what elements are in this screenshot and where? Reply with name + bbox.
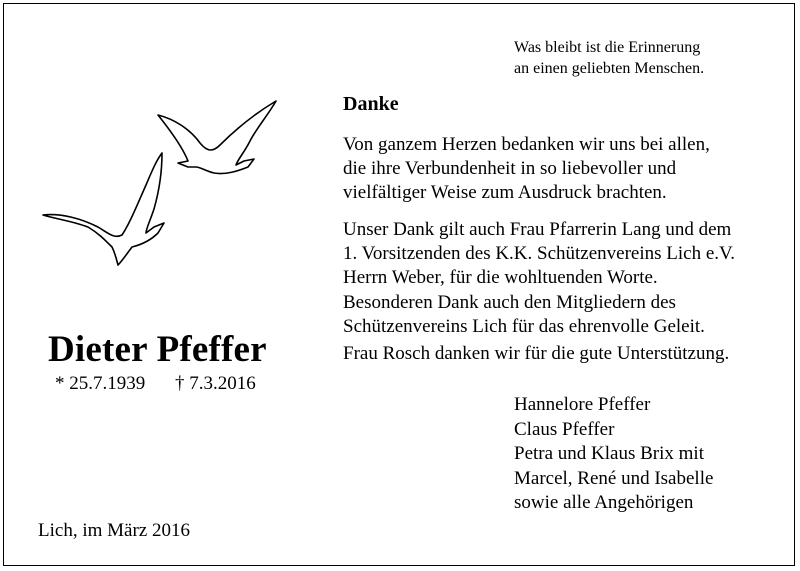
birth-date: * 25.7.1939 xyxy=(55,373,146,394)
text-line: Herrn Weber, für die wohltuenden Worte. xyxy=(343,267,658,289)
signers-list xyxy=(514,393,713,516)
signer: Hannelore Pfeffer xyxy=(514,394,651,415)
seagulls-icon xyxy=(38,95,288,275)
thanks-paragraph-3 xyxy=(343,342,729,366)
text-line: Frau Rosch danken wir für die gute Unterstützung. xyxy=(343,343,730,364)
lower-seagull-icon xyxy=(43,153,164,265)
deceased-name: Dieter Pfeffer xyxy=(48,329,267,370)
upper-seagull-icon xyxy=(158,101,276,174)
signer: sowie alle Angehörigen xyxy=(514,492,694,513)
signer: Marcel, René und Isabelle xyxy=(514,467,714,489)
text-line: Schützenvereins Lich für das ehrenvolle Geleit. xyxy=(343,315,705,337)
place-and-date: Lich, im März 2016 xyxy=(38,520,190,541)
thanks-paragraph-2 xyxy=(343,218,735,339)
signer: Claus Pfeffer xyxy=(514,418,615,440)
text-line: Von ganzem Herzen bedanken wir uns bei allen, xyxy=(343,134,710,155)
thanks-paragraph-1 xyxy=(343,133,710,206)
death-date: † 7.3.2016 xyxy=(175,373,256,394)
signer: Petra und Klaus Brix mit xyxy=(514,443,704,464)
thanks-title: Danke xyxy=(343,93,399,115)
quote-line: Was bleibt ist die Erinnerung xyxy=(514,39,701,56)
text-line: vielfältiger Weise zum Ausdruck brachten. xyxy=(343,182,667,204)
text-line: Unser Dank gilt auch Frau Pfarrerin Lang und dem xyxy=(343,219,732,240)
text-line: 1. Vorsitzenden des K.K. Schützenvereins Lich e.V. xyxy=(343,243,736,265)
text-line: Besonderen Dank auch den Mitgliedern des xyxy=(343,291,676,313)
memorial-quote xyxy=(514,37,704,79)
quote-line: an einen geliebten Menschen. xyxy=(514,60,705,77)
text-line: die ihre Verbundenheit in so liebevoller und xyxy=(343,158,677,180)
